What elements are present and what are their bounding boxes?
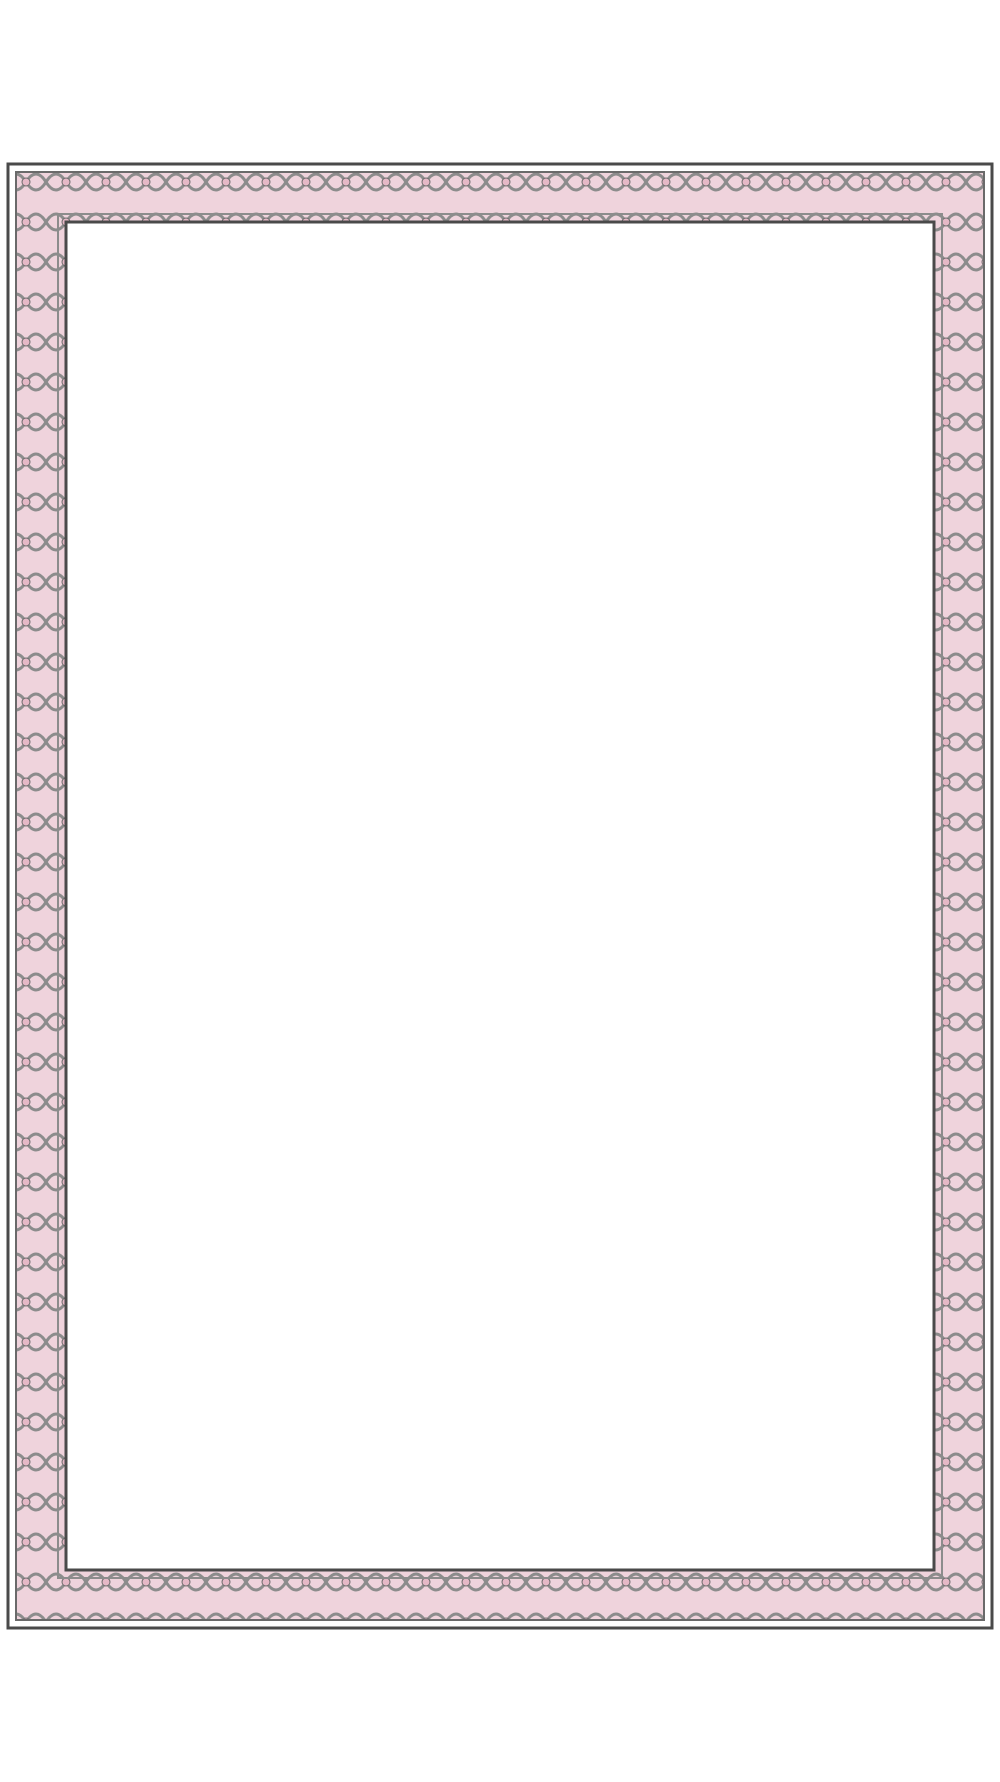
- ornamental-frame: [6, 162, 994, 1630]
- quran-text-panel: [72, 226, 928, 1566]
- page-header: [0, 84, 1000, 144]
